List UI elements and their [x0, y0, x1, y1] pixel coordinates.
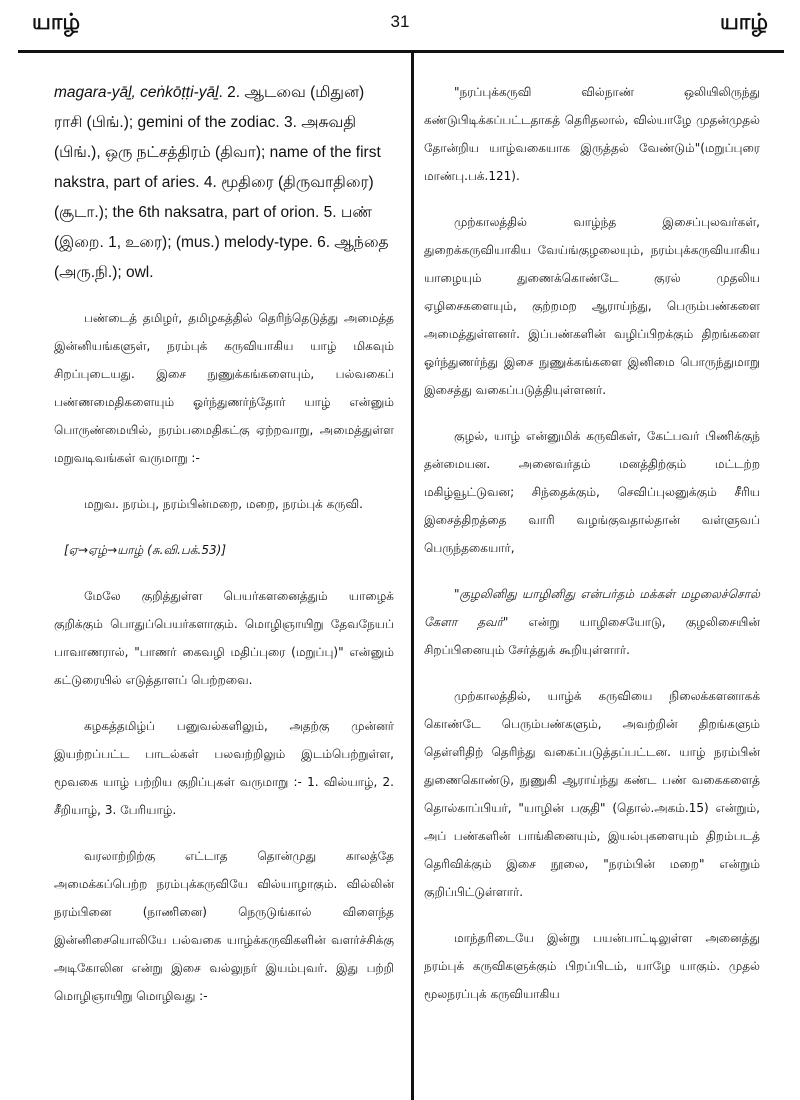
header-right-word: யாழ் [719, 10, 768, 35]
entry-transliteration: magara-yāḻ, ceṅkōṭṭi-yāḻ [54, 84, 219, 101]
left-column [54, 78, 394, 1028]
paragraph-7: குழல், யாழ் என்னுமிக் கருவிகள், கேட்பவர் பிணிக்குந் தன்மையன. அனைவர்தம் மனத்திற்கும் மட்டற்ற மகிழ்வூட்டுவன; சிந்தைக்கும், செவிப்புலனுக்கும் சீரிய இசைத்திறத்தை வாரி வழங்குவதால்தான் வள்ளுவப் பெருந்தகையார், [424, 429, 760, 555]
paragraph-8: முற்காலத்தில், யாழ்க் கருவியை நிலைக்களனாகக் கொண்டே பெரும்பண்களும், அவற்றின் திறங்களும் தெள்ளிதிற் தெரிந்து வகைப்படுத்தப்பட்டன. யாழ் நரம்பின் துணைகொண்டு, நுணுகி ஆராய்ந்து கண்ட பண் வகைகளைத் தொல்காப்பியர், "யாழின் பகுதி" (தொல்.அகம்.15) என்றும், அப் பண்களின் பாங்கினையும், இயல்புகளையும் திறம்படத் தெரிவிக்கும் இசை நூலை, "நரம்பின் மறை" என்றும் குறிப்பிட்டுள்ளார். [424, 689, 760, 899]
page-number: 31 [390, 12, 410, 31]
dictionary-entry [54, 78, 394, 288]
entry-definitions: . 2. ஆடவை (மிதுன) ராசி (பிங்.); gemini of the zodiac. 3. அசுவதி (பிங்.), ஒரு நட்சத்திரம் (திவா); name of the first nakstra, part of aries. 4. மூதிரை (திருவாதிரை) (சூடா.); the 6th naksatra, part of orion. 5. பண் (இறை. 1, உரை); (mus.) melody-type. 6. ஆந்தை (அரு.நி.); owl. [54, 84, 389, 281]
paragraph-4: கழகத்தமிழ்ப் பனுவல்களிலும், அதற்கு முன்னர் இயற்றப்பட்ட பாடல்கள் பலவற்றிலும் இடம்பெற்றுள்ள, மூவகை யாழ் பற்றிய குறிப்புகள் வருமாறு :- 1. வில்யாழ், 2. சீறியாழ், 3. பேரியாழ். [54, 719, 394, 817]
kural-after: என்று யாழிசையோடு, குழலிசையின் சிறப்பினையும் சேர்த்துக் கூறியுள்ளார். [424, 615, 761, 657]
etymology-note: [ஏ→ஏழ்→யாழ் (சு.வி.பக்.53)] [64, 543, 226, 557]
kural-verse: "குழலினிது யாழினிது என்பர்தம் மக்கள் மழலைச்சொல் கேளா தவர்" [424, 587, 760, 629]
paragraph-1: பண்டைத் தமிழர், தமிழகத்தில் தெரிந்தெடுத்து அமைத்த இன்னியங்களுள், நரம்புக் கருவியாகிய யாழ் மிகவும் சிறப்புடையது. இசை நுணுக்கங்களையும், பல்வகைப் பண்ணமைதிகளையும் ஓர்ந்துணர்ந்தோர் யாழ் என்னும் பொருண்மையில், நரம்பமைதிகட்கு ஏற்றவாறு, அமைத்துள்ள மறுவடிவங்கள் வருமாறு :- [54, 311, 394, 465]
kural-quote [424, 580, 760, 664]
header-left-word: யாழ் [32, 10, 81, 35]
paragraph-3: மேலே குறித்துள்ள பெயர்களனைத்தும் யாழைக் குறிக்கும் பொதுப்பெயர்களாகும். மொழிஞாயிறு தேவநேயப் பாவாணரால், "பாணர் கைவழி மதிப்புரை (மறுப்பு)" என்னும் கட்டுரையில் எடுத்தாளப் பெற்றவை. [54, 589, 394, 687]
paragraph-6: முற்காலத்தில் வாழ்ந்த இசைப்புலவர்கள், துறைக்கருவியாகிய வேய்ங்குழலையும், நரம்புக்கருவியாகிய யாழையும் துணைக்கொண்டே குரல் முதலிய ஏழிசைகளையும், குற்றமற ஆராய்ந்து, பெரும்பண்களை அமைத்துள்ளனர். இப்பண்களின் வழிப்பிறக்கும் திறங்களை ஓர்ந்துணர்ந்து இசை நுணுக்கங்களை இனிமை பொருந்துமாறு இசைத்து வகைப்படுத்தியுள்ளனர். [424, 215, 760, 397]
paragraph-5: வரலாற்றிற்கு எட்டாத தொன்முது காலத்தே அமைக்கப்பெற்ற நரம்புக்கருவியே வில்யாழாகும். வில்லின் நரம்பினை (நாணினை) நெருடுங்கால் விளைந்த இன்னிசையொலியே பல்வகை யாழ்க்கருவிகளின் வளர்ச்சிக்கு அடிகோலின என்று இசை வல்லுநர் இயம்புவர். இது பற்றி மொழிஞாயிறு மொழிவது :- [54, 849, 394, 1003]
paragraph-2: மறுவ. நரம்பு, நரம்பின்மறை, மறை, நரம்புக் கருவி. [84, 497, 363, 511]
right-column [424, 78, 760, 1026]
column-divider [411, 53, 414, 1100]
header-rule [18, 50, 784, 53]
paragraph-9: மாந்தரிடையே இன்று பயன்பாட்டிலுள்ள அனைத்து நரம்புக் கருவிகளுக்கும் பிறப்பிடம், யாழே யாகும். முதல் மூலநரப்புக் கருவியாகிய [424, 931, 760, 1001]
page-header [0, 0, 800, 66]
quote-paragraph: "நரப்புக்கருவி வில்நாண் ஒலியிலிருந்து கண்டுபிடிக்கப்பட்டதாகத் தெரிதலால், வில்யாழே முதன்முதல் தோன்றிய யாழ்வகையாக இருத்தல் வேண்டும்"(மறுப்புரை மாண்பு.பக்.121). [424, 85, 760, 183]
